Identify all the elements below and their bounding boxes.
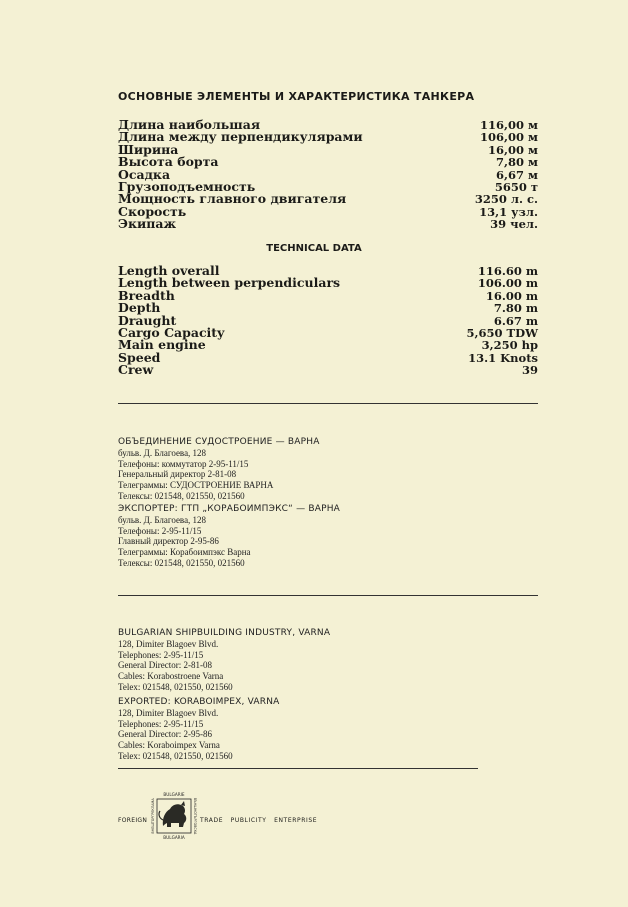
spec-label: Мощность главного двигателя [118,191,347,207]
contact-line: Telex: 021548, 021550, 021560 [118,750,233,761]
contact-line: General Director: 2-81-08 [118,660,212,671]
spec-value: 7,80 м [495,155,538,170]
spec-value: 13,1 узл. [479,204,538,219]
contact-line: бульв. Д. Благоева, 128 [118,515,207,525]
contact-heading: EXPORTED: KORABOIMPEX, VARNA [118,697,280,707]
spec-row [118,277,538,289]
divider [118,768,478,769]
spec-label: Ширина [118,141,179,157]
spec-label: Length overall [118,263,220,278]
spec-row [118,131,538,143]
svg-text:BULGARIA: BULGARIA [163,835,185,840]
spec-value: 5650 т [494,179,538,194]
contact-line: Cables: Korabostroene Varna [118,671,224,682]
publisher-footer [118,790,358,840]
technical-data-title: TECHNICAL DATA [266,243,362,254]
spec-value: 39 чел. [490,217,538,232]
svg-text:ВЪНШНОТЪРГОВСКА: ВЪНШНОТЪРГОВСКА [193,797,197,835]
spec-label: Draught [118,312,177,328]
spec-value: 6,67 м [495,167,538,182]
spec-row [118,349,538,365]
contact-line: Cables: Koraboimpex Varna [118,740,220,751]
contact-heading: BULGARIAN SHIPBUILDING INDUSTRY, VARNA [118,628,331,638]
contact-line: Telex: 021548, 021550, 021560 [118,681,233,692]
contact-heading: ЭКСПОРТЕР: ГТП „КОРАБОИМПЭКС“ — ВАРНА [118,504,341,514]
contact-line: Главный директор 2-95-86 [118,536,219,547]
contact-line: General Director: 2-95-86 [118,729,212,740]
contact-line: 128, Dimiter Blagoev Blvd. [118,639,219,649]
spec-value: 5,650 TDW [466,325,538,340]
footer-left-text: FOREIGN [118,817,148,824]
spec-value: 106,00 м [479,130,538,145]
en-contact-block-2 [118,696,280,762]
spec-label: Main engine [118,337,206,353]
spec-label: Length between perpendiculars [118,275,341,291]
contact-line: Telephones: 2-95-11/15 [118,718,204,729]
spec-value: 16.00 m [485,288,538,303]
spec-label: Breadth [118,287,175,303]
spec-row [118,156,538,168]
contact-heading: ОБЪЕДИНЕНИЕ СУДОСТРОЕНИЕ — ВАРНА [118,437,320,447]
spec-label: Depth [118,300,161,316]
spec-label: Speed [118,349,161,365]
contact-line: Телексы: 021548, 021550, 021560 [118,490,245,501]
spec-label: Грузоподъемность [118,178,256,194]
spec-label: Осадка [118,166,171,182]
spec-value: 116.60 m [477,264,538,278]
ru-contact-block-1 [118,436,320,502]
spec-value: 16,00 м [487,142,538,157]
spec-label: Высота борта [118,154,219,170]
contact-line: бульв. Д. Благоева, 128 [118,448,207,458]
lion-emblem-icon [148,790,200,842]
contact-line: Телексы: 021548, 021550, 021560 [118,557,245,568]
divider [118,403,538,404]
contact-line: Telephones: 2-95-11/15 [118,649,204,660]
ru-contact-block-2 [118,503,340,569]
spec-label: Crew [118,362,154,378]
contact-line: Телефоны: коммутатор 2-95-11/15 [118,458,249,469]
spec-row [118,218,538,230]
contact-line: Телефоны: 2-95-11/15 [118,525,202,536]
spec-row [118,203,538,219]
ru-specs-table [118,119,538,231]
spec-row [118,287,538,303]
divider [118,595,538,596]
spec-label: Cargo Capacity [118,324,225,340]
svg-text:BULGARIE: BULGARIE [163,792,185,797]
spec-label: Скорость [118,203,187,219]
spec-value: 106.00 m [477,276,538,291]
svg-text:ВНЕШТОРГРЕКЛАМА: ВНЕШТОРГРЕКЛАМА [151,798,155,834]
spec-value: 116,00 м [479,118,538,132]
spec-row [118,339,538,351]
en-contact-block-1 [118,627,330,693]
ru-specs-title: ОСНОВНЫЕ ЭЛЕМЕНТЫ И ХАРАКТЕРИСТИКА ТАНКЕРА [118,90,475,103]
contact-line: Телеграммы: Корабоимпэкс Варна [118,547,251,558]
en-specs-table [118,265,538,377]
contact-line: Генеральный директор 2-81-08 [118,469,237,480]
spec-row [118,364,538,376]
spec-label: Длина между перпендикулярами [118,129,363,145]
spec-value: 7.80 m [493,301,538,316]
spec-value: 6.67 m [493,313,538,328]
spec-label: Длина наибольшая [118,117,261,132]
spec-value: 39 [521,363,538,378]
spec-value: 13.1 Knots [468,350,538,365]
spec-value: 3,250 hp [481,338,538,353]
contact-line: 128, Dimiter Blagoev Blvd. [118,708,219,718]
spec-value: 3250 л. с. [474,192,538,207]
footer-right-text: TRADE PUBLICITY ENTERPRISE [200,817,318,824]
spec-row [118,302,538,314]
contact-line: Телеграммы: СУДОСТРОЕНИЕ ВАРНА [118,480,274,491]
spec-label: Экипаж [118,216,177,232]
